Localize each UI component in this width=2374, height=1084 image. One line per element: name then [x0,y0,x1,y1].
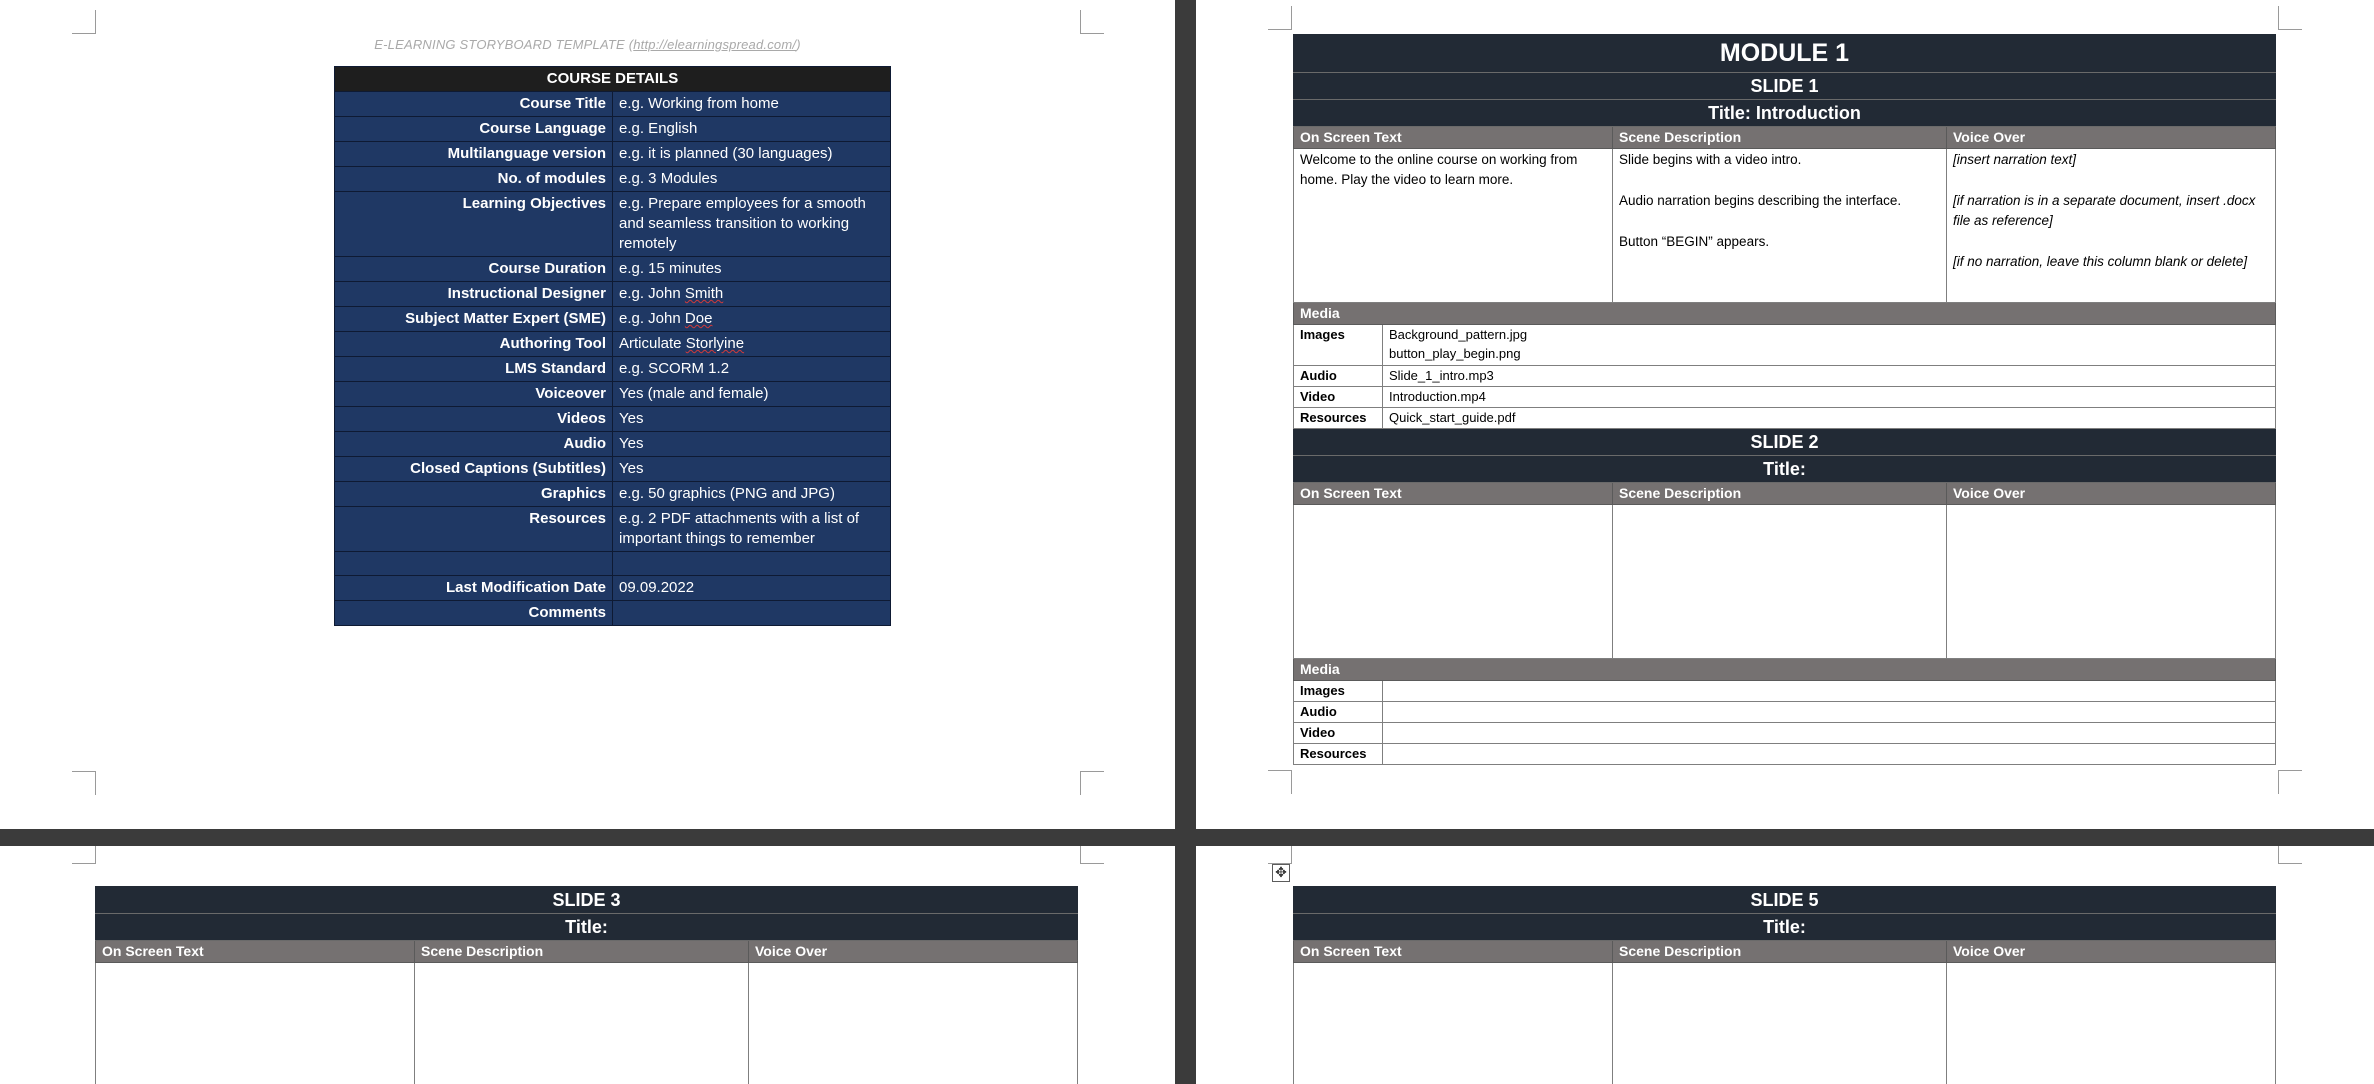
on-screen-text-cell[interactable] [1294,149,1613,303]
video-value[interactable]: Introduction.mp4 [1383,387,2276,408]
videos-value[interactable]: Yes [613,407,891,432]
course-details-caption: COURSE DETAILS [335,67,891,92]
scene-description-cell[interactable] [1613,505,1947,659]
on-screen-text-header: On Screen Text [96,941,415,963]
video-value[interactable] [1383,723,2276,744]
media-header: Media [1294,303,2276,325]
instructional-designer-label: Instructional Designer [335,282,613,307]
resources-value[interactable]: e.g. 2 PDF attachments with a list of important things to remember [613,507,891,552]
image-file: Background_pattern.jpg [1389,327,1528,342]
value-text: Articulate [619,335,686,352]
audio-value[interactable]: Yes [613,432,891,457]
images-label: Images [1294,681,1383,702]
document-page-4 [1196,846,2374,1084]
course-language-label: Course Language [335,117,613,142]
learning-objectives-label: Learning Objectives [335,192,613,257]
course-duration-value[interactable]: e.g. 15 minutes [613,257,891,282]
resources-value[interactable]: Quick_start_guide.pdf [1383,408,2276,429]
value-text: e.g. John [619,285,685,302]
resources-value[interactable] [1383,744,2276,765]
slide-3-table [95,886,1078,1084]
lms-standard-label: LMS Standard [335,357,613,382]
slide-3-label: SLIDE 3 [96,887,1078,914]
header-text: E-LEARNING STORYBOARD TEMPLATE ( [374,37,634,52]
on-screen-text-header: On Screen Text [1294,941,1613,963]
crop-mark [1080,10,1104,34]
voice-line: [if no narration, leave this column blank or delete] [1953,254,2248,269]
misspelled-word: Smith [684,285,724,302]
instructional-designer-value[interactable] [613,282,891,307]
crop-mark [1268,846,1292,864]
voiceover-value[interactable]: Yes (male and female) [613,382,891,407]
scene-description-header: Scene Description [415,941,749,963]
slide-2-title[interactable]: Title: [1294,456,2276,483]
resources-label: Resources [1294,744,1383,765]
voice-over-header: Voice Over [1947,127,2276,149]
on-screen-text-cell[interactable] [1294,963,1613,1084]
graphics-value[interactable]: e.g. 50 graphics (PNG and JPG) [613,482,891,507]
last-modification-label: Last Modification Date [335,576,613,601]
lms-standard-value[interactable]: e.g. SCORM 1.2 [613,357,891,382]
module-1-table [1293,34,2276,765]
misspelled-word: Storlyine [685,335,745,352]
comments-value[interactable] [613,601,891,626]
on-screen-text-cell[interactable] [96,963,415,1084]
value-text: e.g. John [619,310,685,327]
course-title-label: Course Title [335,92,613,117]
header-link[interactable]: http://elearningspread.com/ [633,37,797,52]
scene-line: Button “BEGIN” appears. [1619,234,1770,249]
images-value[interactable] [1383,325,2276,366]
on-screen-text-header: On Screen Text [1294,483,1613,505]
crop-mark [1080,771,1104,795]
crop-mark [2278,6,2302,30]
resources-label: Resources [335,507,613,552]
slide-5-table [1293,886,2276,1084]
voice-over-cell[interactable] [1947,149,2276,303]
voiceover-label: Voiceover [335,382,613,407]
learning-objectives-value[interactable]: e.g. Prepare employees for a smooth and seamless transition to working remotely [613,192,891,257]
comments-label: Comments [335,601,613,626]
images-label: Images [1294,325,1383,366]
on-screen-text-cell[interactable] [1294,505,1613,659]
scene-line: Audio narration begins describing the interface. [1619,193,1902,208]
crop-mark [2278,846,2302,864]
crop-mark [72,10,96,34]
slide-1-label: SLIDE 1 [1294,73,2276,100]
crop-mark [1268,6,1292,30]
scene-description-cell[interactable] [1613,963,1947,1084]
images-value[interactable] [1383,681,2276,702]
course-duration-label: Course Duration [335,257,613,282]
sme-label: Subject Matter Expert (SME) [335,307,613,332]
voice-over-header: Voice Over [749,941,1078,963]
misspelled-word: Doe [684,310,713,327]
multilanguage-value[interactable]: e.g. it is planned (30 languages) [613,142,891,167]
crop-mark [2278,770,2302,794]
scene-description-cell[interactable] [415,963,749,1084]
slide-2-label: SLIDE 2 [1294,429,2276,456]
crop-mark [1268,770,1292,794]
page-header [0,37,1175,52]
authoring-tool-value[interactable] [613,332,891,357]
scene-line: Slide begins with a video intro. [1619,152,1802,167]
audio-label: Audio [335,432,613,457]
voice-over-cell[interactable] [1947,505,2276,659]
video-label: Video [1294,723,1383,744]
on-screen-text: Welcome to the online course on working from home. Play the video to learn more. [1300,152,1578,187]
modules-count-label: No. of modules [335,167,613,192]
slide-3-title[interactable]: Title: [96,914,1078,941]
closed-captions-label: Closed Captions (Subtitles) [335,457,613,482]
scene-description-header: Scene Description [1613,483,1947,505]
header-text-end: ) [796,37,801,52]
authoring-tool-label: Authoring Tool [335,332,613,357]
voice-over-cell[interactable] [1947,963,2276,1084]
resources-label: Resources [1294,408,1383,429]
voice-line: [insert narration text] [1953,152,2077,167]
videos-label: Videos [335,407,613,432]
multilanguage-label: Multilanguage version [335,142,613,167]
module-title: MODULE 1 [1294,35,2276,73]
graphics-label: Graphics [335,482,613,507]
scene-description-cell[interactable] [1613,149,1947,303]
voice-over-cell[interactable] [749,963,1078,1084]
voice-over-header: Voice Over [1947,483,2276,505]
sme-value[interactable] [613,307,891,332]
slide-5-label: SLIDE 5 [1294,887,2276,914]
slide-1-title[interactable]: Title: Introduction [1294,100,2276,127]
video-label: Video [1294,387,1383,408]
crop-mark [72,771,96,795]
scene-description-header: Scene Description [1613,127,1947,149]
crop-mark [1080,846,1104,864]
course-title-value[interactable]: e.g. Working from home [613,92,891,117]
crop-mark [72,846,96,864]
course-details-table [334,66,891,626]
blank-value[interactable] [613,552,891,576]
voice-over-header: Voice Over [1947,941,2276,963]
last-modification-value[interactable]: 09.09.2022 [613,576,891,601]
modules-count-value[interactable]: e.g. 3 Modules [613,167,891,192]
blank-label [335,552,613,576]
document-page-1 [0,0,1175,829]
media-header: Media [1294,659,2276,681]
voice-line: [if narration is in a separate document, insert .docx file as reference] [1953,193,2256,228]
closed-captions-value[interactable]: Yes [613,457,891,482]
slide-5-title[interactable]: Title: [1294,914,2276,941]
audio-value[interactable]: Slide_1_intro.mp3 [1383,366,2276,387]
audio-value[interactable] [1383,702,2276,723]
image-file: button_play_begin.png [1389,346,1521,361]
document-page-2 [1196,0,2374,829]
document-page-3 [0,846,1175,1084]
audio-label: Audio [1294,702,1383,723]
scene-description-header: Scene Description [1613,941,1947,963]
table-move-handle-icon[interactable]: ✥ [1272,864,1290,882]
audio-label: Audio [1294,366,1383,387]
course-language-value[interactable]: e.g. English [613,117,891,142]
on-screen-text-header: On Screen Text [1294,127,1613,149]
